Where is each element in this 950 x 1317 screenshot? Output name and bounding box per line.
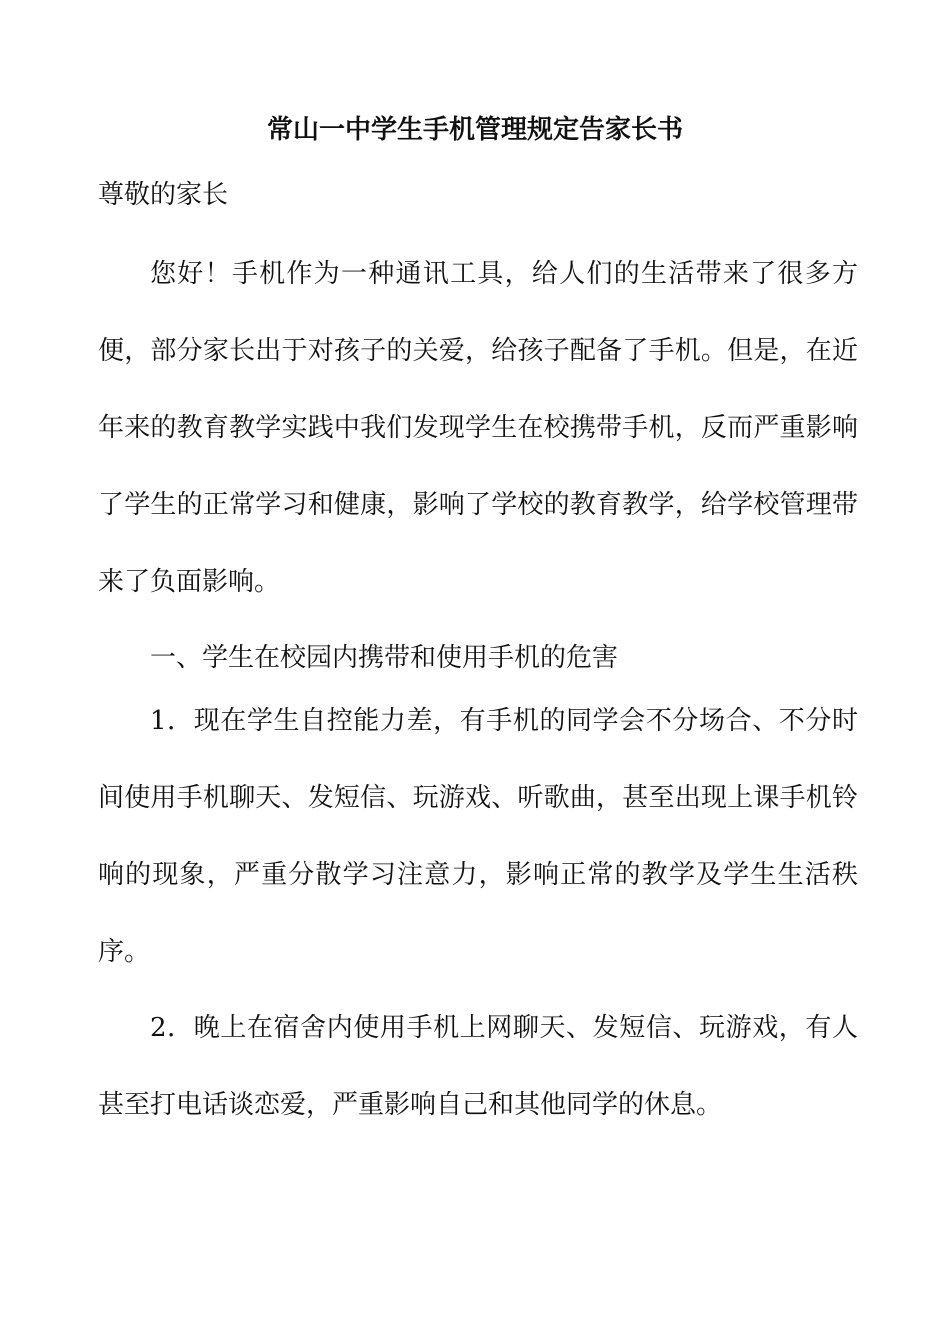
document-title: 常山一中学生手机管理规定告家长书	[266, 115, 683, 145]
list-item-2: 2．晚上在宿舍内使用手机上网聊天、发短信、玩游戏，有人甚至打电话谈恋爱，严重影响自己和其他同学的休息。	[98, 1013, 858, 1120]
section-heading: 一、学生在校园内携带和使用手机的危害	[150, 643, 619, 673]
paragraph-intro: 您好！手机作为一种通讯工具，给人们的生活带来了很多方便，部分家长出于对孩子的关爱，给孩子配备了手机。但是，在近年来的教育教学实践中我们发现学生在校携带手机，反而严重影响了学生的正常学习和健康，影响了学校的教育教学，给学校管理带来了负面影响。	[98, 259, 858, 597]
salutation: 尊敬的家长	[98, 180, 229, 210]
list-item-1: 1．现在学生自控能力差，有手机的同学会不分场合、不分时间使用手机聊天、发短信、玩游戏、听歌曲，甚至出现上课手机铃响的现象，严重分散学习注意力，影响正常的教学及学生生活秩序。	[98, 706, 858, 967]
